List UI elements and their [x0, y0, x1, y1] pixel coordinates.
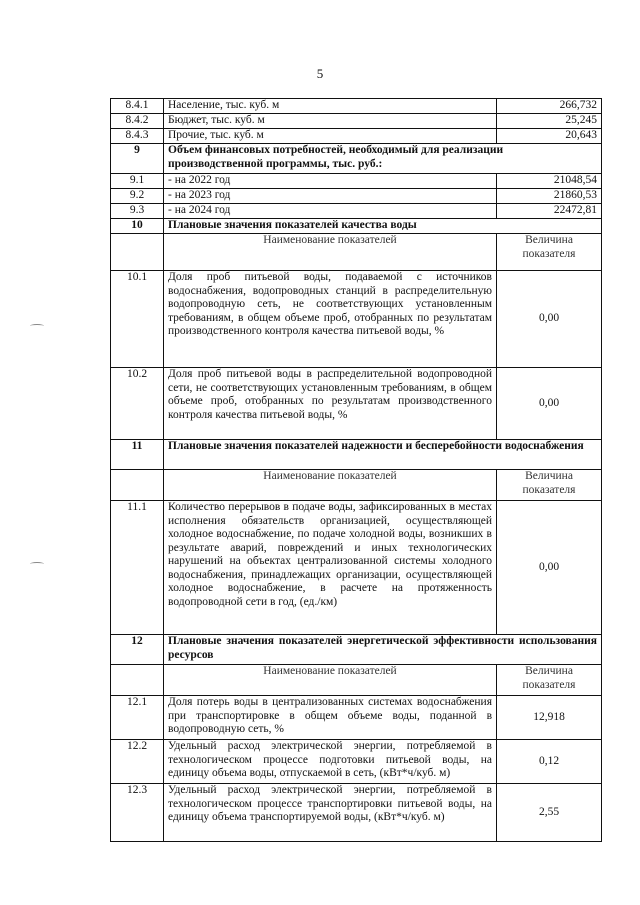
table-row: [111, 696, 602, 740]
row-text: Доля потерь воды в централизованных системах водоснабжения при транспортировке в общем объеме воды, поданной в водопроводную сеть, %: [164, 696, 497, 740]
section-row: [111, 219, 602, 234]
row-text: Удельный расход электрической энергии, потребляемой в технологическом процессе подготовки питьевой воды, на единицу объема воды, отпускаемой в сеть, (кВт*ч/куб. м): [164, 740, 497, 784]
section-number: 11: [111, 440, 164, 470]
row-text: - на 2024 год: [164, 204, 497, 219]
row-number: 9.1: [111, 174, 164, 189]
table-row: [111, 189, 602, 204]
section-number: 12: [111, 635, 164, 665]
column-header-row: [111, 470, 602, 501]
column-header-row: [111, 234, 602, 271]
table-row: [111, 368, 602, 440]
column-header-name: Наименование показателей: [164, 470, 497, 501]
table-row: [111, 271, 602, 368]
row-value: 0,00: [497, 271, 602, 368]
section-row: [111, 144, 602, 174]
column-header-name: Наименование показателей: [164, 665, 497, 696]
table-row: [111, 114, 602, 129]
section-title: Плановые значения показателей качества воды: [164, 219, 602, 234]
margin-mark: [30, 324, 44, 328]
row-text: Население, тыс. куб. м: [164, 99, 497, 114]
row-value: 21048,54: [497, 174, 602, 189]
table-row: [111, 174, 602, 189]
row-value: 0,00: [497, 368, 602, 440]
program-table: [110, 98, 602, 842]
table-row: [111, 740, 602, 784]
section-number: 10: [111, 219, 164, 234]
table-row: [111, 784, 602, 842]
column-header-value: Величина показателя: [497, 234, 602, 271]
column-header-value: Величина показателя: [497, 470, 602, 501]
row-text: Прочие, тыс. куб. м: [164, 129, 497, 144]
margin-mark: [30, 562, 44, 566]
row-value: 25,245: [497, 114, 602, 129]
row-value: 20,643: [497, 129, 602, 144]
row-number: 8.4.2: [111, 114, 164, 129]
table-row: [111, 204, 602, 219]
row-value: 2,55: [497, 784, 602, 842]
row-value: 266,732: [497, 99, 602, 114]
row-number: 11.1: [111, 501, 164, 635]
section-title: Плановые значения показателей энергетической эффективности использования ресурсов: [164, 635, 602, 665]
section-title: Плановые значения показателей надежности и бесперебойности водоснабжения: [164, 440, 602, 470]
row-number: 9.2: [111, 189, 164, 204]
row-text: Количество перерывов в подаче воды, зафиксированных в местах исполнения обязательств организацией, осуществляющей холодное водоснабжение, по подаче холодной воды, возникших в результате аварий, повреждений и иных технологических нарушений на объектах централизованной системы холодного водоснабжения, принадлежащих организации, осуществляющей холодное водоснабжение, в расчете на протяженность водопроводной сети в год, (ед./км): [164, 501, 497, 635]
column-header-value: Величина показателя: [497, 665, 602, 696]
row-number: 10.2: [111, 368, 164, 440]
row-number: 8.4.1: [111, 99, 164, 114]
column-header-row: [111, 665, 602, 696]
table-row: [111, 129, 602, 144]
row-number: 12.2: [111, 740, 164, 784]
row-number: 8.4.3: [111, 129, 164, 144]
row-value: 0,00: [497, 501, 602, 635]
row-number: 12.1: [111, 696, 164, 740]
row-number: 10.1: [111, 271, 164, 368]
row-text: Доля проб питьевой воды, подаваемой с источников водоснабжения, водопроводных станций в распределительную водопроводную сеть, не соответствующих установленным требованиям, в общем объеме проб, отобранных по результатам производственного контроля качества питьевой воды, %: [164, 271, 497, 368]
row-value: 21860,53: [497, 189, 602, 204]
row-number: 12.3: [111, 784, 164, 842]
section-row: [111, 440, 602, 470]
page-number: 5: [316, 66, 324, 81]
section-row: [111, 635, 602, 665]
section-number: 9: [111, 144, 164, 174]
table-row: [111, 99, 602, 114]
row-number: 9.3: [111, 204, 164, 219]
row-value: 12,918: [497, 696, 602, 740]
column-header-name: Наименование показателей: [164, 234, 497, 271]
section-title: Объем финансовых потребностей, необходимый для реализации производственной программы, тыс. руб.:: [164, 144, 602, 174]
row-text: - на 2022 год: [164, 174, 497, 189]
row-value: 22472,81: [497, 204, 602, 219]
row-text: Доля проб питьевой воды в распределительной водопроводной сети, не соответствующих установленным требованиям, в общем объеме проб, отобранных по результатам производственного контроля качества питьевой воды, %: [164, 368, 497, 440]
row-value: 0,12: [497, 740, 602, 784]
row-text: Бюджет, тыс. куб. м: [164, 114, 497, 129]
row-text: - на 2023 год: [164, 189, 497, 204]
table-row: [111, 501, 602, 635]
row-text: Удельный расход электрической энергии, потребляемой в технологическом процессе транспортировки питьевой воды, на единицу объема транспортируемой воды, (кВт*ч/куб. м): [164, 784, 497, 842]
